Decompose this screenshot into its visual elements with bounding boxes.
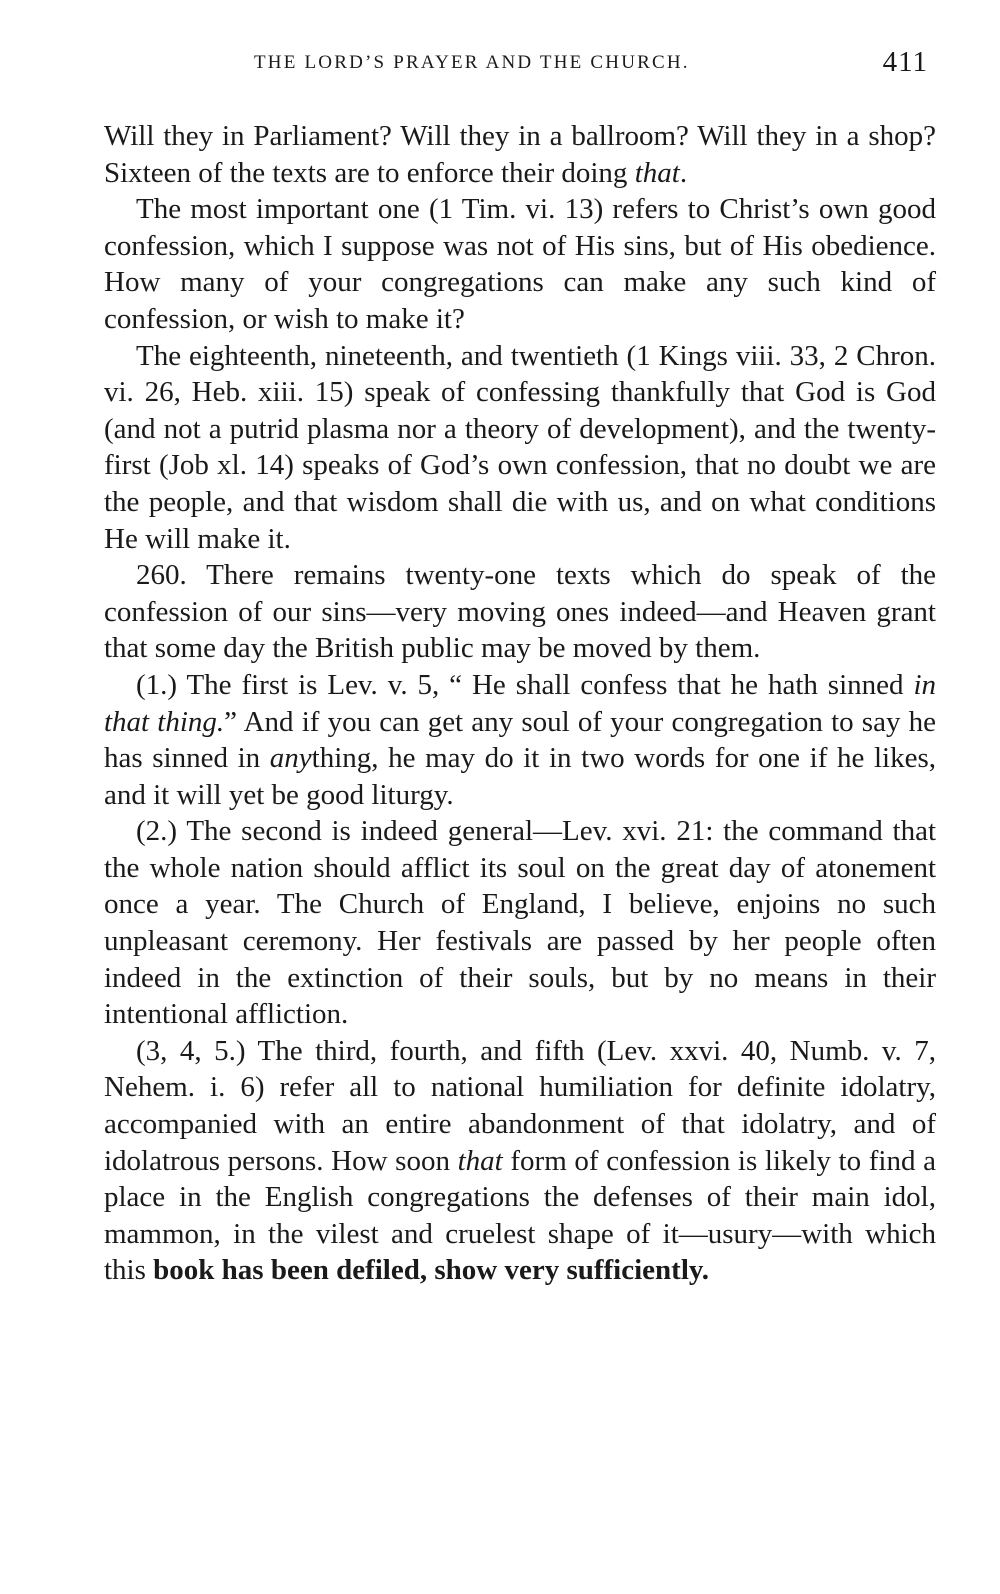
paragraph-2: The most important one (1 Tim. vi. 13) refers to Christ’s own good confession, which I suppose was not of His sins, but of His obedience. How many of your congregations can make any such kind of confession, or wish to make it? <box>104 193 936 335</box>
paragraph-5-text-c: thing, he may do it in two words for one if he likes, and it will yet be good liturgy. <box>104 742 936 811</box>
paragraph-4-section-260: 260. There remains twenty-one texts which do speak of the confession of our sins—very moving ones indeed—and Heaven grant that some day the British public may be moved by them. <box>104 559 936 665</box>
paragraph-1-text-a: Will they in Parliament? Will they in a ballroom? Will they in a shop? Sixteen of the texts are to enforce their doing <box>104 120 936 189</box>
paragraph-1-text-b: . <box>679 156 688 189</box>
paragraph-6: (2.) The second is indeed general—Lev. xvi. 21: the command that the whole nation should afflict its soul on the great day of atonement once a year. The Church of England, I believe, enjoins no such unpleasant ceremony. Her festivals are passed by her people often indeed in the extinction of their souls, but by no means in their intentional affliction. <box>104 815 936 1031</box>
body-text <box>104 118 936 1289</box>
paragraph-5-text-b: ” And if you can get any soul of your congregation to say he has sinned in <box>104 705 936 775</box>
paragraph-5-italic-b: any <box>269 742 312 775</box>
paragraph-7-italic: that <box>457 1144 503 1177</box>
paragraph-3: The eighteenth, nineteenth, and twentieth (1 Kings viii. 33, 2 Chron. vi. 26, Heb. xiii. 15) speak of confessing thankfully that God is God (and not a putrid plasma nor a theory of development), and the twenty-first (Job xl. 14) speaks of God’s own confession, that no doubt we are the people, and that wisdom shall die with us, and on what conditions He will make it. <box>104 339 936 555</box>
paragraph-1-italic: that <box>634 156 680 189</box>
paragraph-7-text-a: (3, 4, 5.) The third, fourth, and fifth (Lev. xxvi. 40, Numb. v. 7, Nehem. i. 6) refer all to national humiliation for definite idolatry, accompanied with an entire abandonment of that idolatry, and of idolatrous persons. How soon <box>104 1034 936 1177</box>
paragraph-7-bold-tail: book has been defiled, show very sufficiently. <box>153 1254 710 1287</box>
paragraph-5-text-a: (1.) The first is Lev. v. 5, “ He shall confess that he hath sinned <box>136 668 914 701</box>
book-page <box>104 40 936 1289</box>
paragraph-5-italic-a: in that thing. <box>104 668 936 738</box>
running-head <box>104 40 936 96</box>
paragraph-1 <box>104 118 936 191</box>
paragraph-7-text-b: form of confession is likely to find a place in the English congregations the defenses of their main idol, mammon, in the vilest and cruelest shape of it—usury—with which this <box>104 1144 936 1287</box>
running-title: THE LORD’S PRAYER AND THE CHURCH. <box>254 52 690 73</box>
paragraph-5 <box>104 667 936 813</box>
paragraph-7 <box>104 1033 936 1289</box>
page-number: 411 <box>882 46 928 78</box>
